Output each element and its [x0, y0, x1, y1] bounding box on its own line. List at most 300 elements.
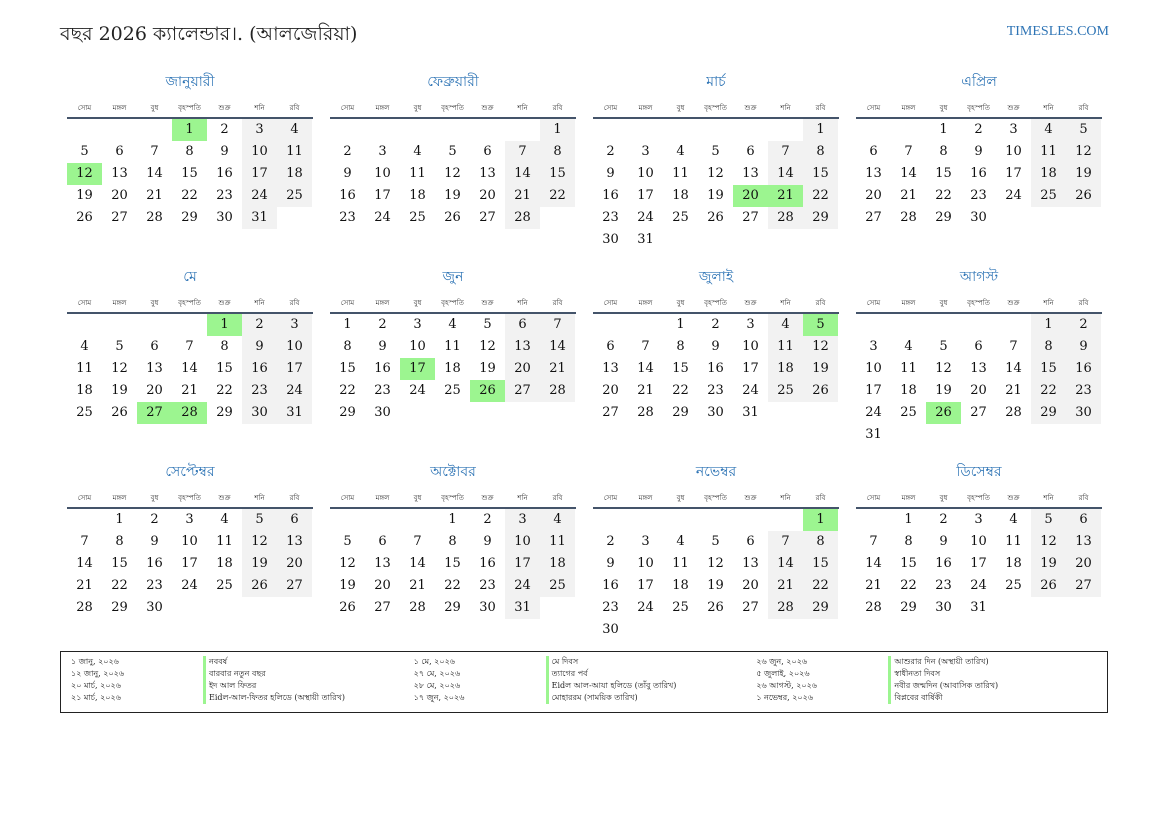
day-cell: 28 — [768, 597, 803, 619]
day-cell: 6 — [869, 144, 878, 159]
weekday-label: শনি — [1043, 104, 1054, 112]
day-cell: 7 — [768, 531, 803, 553]
day-cell: 19 — [935, 383, 952, 398]
day-cell: 6 — [974, 339, 983, 354]
weekday-label: বুধ — [676, 104, 685, 112]
day-cell: 6 — [746, 144, 755, 159]
month-block — [67, 72, 313, 255]
weekday-label: রবি — [815, 494, 826, 502]
day-cell: 7 — [869, 534, 878, 549]
day-cell: 1 — [115, 512, 124, 527]
holiday-name: ইদ আল ফিতর — [203, 680, 256, 692]
day-cell: 7 — [150, 144, 159, 159]
day-cell: 29 — [803, 207, 838, 229]
weekday-label: শুক্র — [744, 494, 757, 502]
weekday-label: মঙ্গল — [638, 104, 653, 112]
day-cell: 6 — [1066, 509, 1101, 531]
day-cell: 5 — [483, 317, 492, 332]
day-cell: 22 — [444, 578, 461, 593]
day-cell: 29 — [803, 597, 838, 619]
day-cell: 7 — [641, 339, 650, 354]
day-cell: 17 — [181, 556, 198, 571]
day-cell: 12 — [111, 361, 128, 376]
day-cell: 12 — [67, 163, 102, 185]
weekday-label: শনি — [254, 494, 265, 502]
day-cell: 9 — [1066, 336, 1101, 358]
day-cell: 28 — [505, 207, 540, 229]
day-cell: 26 — [926, 402, 961, 424]
holiday-date: ৫ জুলাই, ২০২৬ — [756, 669, 810, 678]
day-cell: 13 — [505, 336, 540, 358]
day-cell: 1 — [939, 122, 948, 137]
day-cell: 1 — [540, 119, 575, 141]
weekday-label: সোম — [866, 494, 881, 502]
weekday-label: বৃহস্পতি — [441, 104, 464, 112]
weekday-header — [330, 297, 576, 314]
holiday-name: বিপ্লবের বার্ষিকী — [888, 692, 942, 704]
day-cell: 9 — [483, 534, 492, 549]
day-cell: 23 — [374, 383, 391, 398]
day-cell: 22 — [935, 188, 952, 203]
day-cell: 24 — [277, 380, 312, 402]
day-cell: 26 — [1031, 575, 1066, 597]
day-cell: 7 — [185, 339, 194, 354]
month-title: জানুয়ারী — [165, 74, 215, 90]
day-cell: 22 — [900, 578, 917, 593]
day-cell: 23 — [479, 578, 496, 593]
day-cell: 3 — [641, 144, 650, 159]
day-cell: 15 — [181, 166, 198, 181]
holiday-date: ১ নভেম্বর, ২০২৬ — [756, 693, 814, 702]
day-cell: 27 — [742, 210, 759, 225]
month-title: মে — [183, 269, 197, 285]
holiday-date: ২৬ জুন, ২০২৬ — [756, 657, 808, 666]
weekday-label: রবি — [1078, 494, 1089, 502]
day-cell: 12 — [1031, 531, 1066, 553]
day-cell: 12 — [1066, 141, 1101, 163]
day-cell: 27 — [374, 600, 391, 615]
site-link[interactable]: TIMESLES.COM — [1006, 24, 1109, 39]
holiday-date: ১৭ জুন, ২০২৬ — [413, 693, 465, 702]
day-cell: 16 — [146, 556, 163, 571]
day-cell: 17 — [277, 358, 312, 380]
holiday-name: মে দিবস — [546, 656, 578, 668]
day-cell: 25 — [900, 405, 917, 420]
day-cell: 14 — [637, 361, 654, 376]
day-cell: 4 — [676, 534, 685, 549]
day-cell: 19 — [444, 188, 461, 203]
day-cell: 23 — [602, 600, 619, 615]
day-cell: 14 — [900, 166, 917, 181]
day-cell: 19 — [1066, 163, 1101, 185]
day-cell: 10 — [1005, 144, 1022, 159]
day-cell: 1 — [172, 119, 207, 141]
weekday-label: শুক্র — [744, 299, 757, 307]
weekday-label: শুক্র — [481, 104, 494, 112]
weekday-label: বৃহস্পতি — [178, 299, 201, 307]
weekday-label: সোম — [866, 104, 881, 112]
day-cell: 29 — [339, 405, 356, 420]
day-cell: 12 — [707, 556, 724, 571]
day-cell: 24 — [374, 210, 391, 225]
weekday-label: বুধ — [150, 104, 159, 112]
day-cell: 5 — [343, 534, 352, 549]
day-cell: 16 — [242, 358, 277, 380]
day-cell: 29 — [672, 405, 689, 420]
day-grid — [856, 314, 1102, 446]
day-grid — [330, 509, 576, 619]
day-cell: 21 — [768, 575, 803, 597]
day-cell: 10 — [242, 141, 277, 163]
day-cell: 16 — [479, 556, 496, 571]
day-cell: 15 — [444, 556, 461, 571]
day-cell: 5 — [1066, 119, 1101, 141]
holiday-row — [414, 680, 757, 692]
holiday-name: নবীর জন্মদিন (আবাসিক তারিখ) — [888, 680, 998, 692]
empty-cell — [996, 314, 1031, 336]
day-cell: 13 — [602, 361, 619, 376]
page-title: বছর 2026 ক্যালেন্ডার।. (আলজেরিয়া) — [60, 23, 358, 45]
day-cell: 26 — [803, 380, 838, 402]
day-cell: 20 — [146, 383, 163, 398]
day-cell: 28 — [409, 600, 426, 615]
day-cell: 6 — [277, 509, 312, 531]
day-cell: 8 — [115, 534, 124, 549]
day-cell: 22 — [216, 383, 233, 398]
day-cell: 19 — [76, 188, 93, 203]
weekday-header — [67, 297, 313, 314]
day-cell: 29 — [181, 210, 198, 225]
weekday-header — [856, 102, 1102, 119]
day-cell: 31 — [742, 405, 759, 420]
weekday-header — [67, 492, 313, 509]
day-cell: 5 — [115, 339, 124, 354]
day-cell: 20 — [505, 358, 540, 380]
empty-cell — [365, 509, 400, 531]
empty-cell — [67, 509, 102, 531]
holiday-name: মোহাররম (সাময়িক তারিখ) — [546, 692, 638, 704]
day-cell: 11 — [444, 339, 461, 354]
weekday-label: শুক্র — [1007, 494, 1020, 502]
day-cell: 17 — [742, 361, 759, 376]
weekday-label: রবি — [552, 494, 563, 502]
month-block — [330, 462, 576, 645]
day-cell: 15 — [339, 361, 356, 376]
months-grid — [67, 72, 1102, 645]
day-cell: 27 — [505, 380, 540, 402]
day-cell: 8 — [540, 141, 575, 163]
weekday-label: শনি — [1043, 299, 1054, 307]
weekday-header — [330, 102, 576, 119]
day-cell: 11 — [76, 361, 93, 376]
holiday-date: ১ মে, ২০২৬ — [413, 657, 455, 666]
day-cell: 31 — [637, 232, 654, 247]
weekday-label: সোম — [603, 494, 618, 502]
day-cell: 8 — [904, 534, 913, 549]
day-cell: 26 — [76, 210, 93, 225]
day-cell: 8 — [939, 144, 948, 159]
day-cell: 21 — [900, 188, 917, 203]
day-cell: 30 — [970, 210, 987, 225]
day-cell: 31 — [505, 597, 540, 619]
day-cell: 5 — [803, 314, 838, 336]
day-cell: 17 — [242, 163, 277, 185]
day-cell: 2 — [939, 512, 948, 527]
day-cell: 28 — [1005, 405, 1022, 420]
day-cell: 15 — [1031, 358, 1066, 380]
day-cell: 14 — [505, 163, 540, 185]
day-cell: 26 — [1066, 185, 1101, 207]
day-cell: 3 — [413, 317, 422, 332]
month-block — [67, 267, 313, 450]
day-cell: 1 — [448, 512, 457, 527]
day-cell: 25 — [409, 210, 426, 225]
weekday-label: শুক্র — [744, 104, 757, 112]
day-cell: 29 — [444, 600, 461, 615]
day-cell: 20 — [1066, 553, 1101, 575]
day-cell: 2 — [606, 534, 615, 549]
day-cell: 2 — [220, 122, 229, 137]
weekday-label: বুধ — [939, 104, 948, 112]
empty-cell — [856, 119, 891, 141]
weekday-label: মঙ্গল — [375, 299, 390, 307]
day-cell: 24 — [742, 383, 759, 398]
month-title: ডিসেম্বর — [956, 464, 1002, 480]
day-cell: 14 — [409, 556, 426, 571]
day-cell: 25 — [1031, 185, 1066, 207]
day-cell: 9 — [606, 556, 615, 571]
empty-cell — [67, 314, 102, 336]
weekday-label: শনি — [254, 299, 265, 307]
day-cell: 30 — [479, 600, 496, 615]
empty-cell — [628, 119, 663, 141]
empty-cell — [698, 119, 733, 141]
holiday-name: Eidল-আল-ফিতর হলিডে (অস্থায়ী তারিখ) — [203, 692, 345, 704]
day-cell: 28 — [900, 210, 917, 225]
month-block — [67, 462, 313, 645]
weekday-label: রবি — [552, 104, 563, 112]
day-cell: 16 — [374, 361, 391, 376]
holiday-row — [71, 656, 414, 668]
holiday-column — [71, 656, 414, 712]
weekday-label: শনি — [517, 104, 528, 112]
weekday-header — [593, 102, 839, 119]
day-grid — [67, 119, 313, 229]
day-cell: 7 — [1009, 339, 1018, 354]
day-cell: 28 — [865, 600, 882, 615]
day-cell: 3 — [869, 339, 878, 354]
day-cell: 27 — [1066, 575, 1101, 597]
month-block — [330, 267, 576, 450]
day-cell: 18 — [540, 553, 575, 575]
day-cell: 26 — [242, 575, 277, 597]
day-cell: 2 — [483, 512, 492, 527]
day-cell: 27 — [111, 210, 128, 225]
holiday-date: ২৬ আগস্ট, ২০২৬ — [756, 681, 818, 690]
day-cell: 19 — [242, 553, 277, 575]
day-cell: 19 — [803, 358, 838, 380]
day-cell: 28 — [768, 207, 803, 229]
day-cell: 11 — [409, 166, 426, 181]
day-cell: 22 — [803, 185, 838, 207]
holiday-row — [756, 656, 1099, 668]
day-cell: 29 — [900, 600, 917, 615]
weekday-label: বুধ — [150, 494, 159, 502]
weekday-label: মঙ্গল — [638, 494, 653, 502]
day-cell: 18 — [216, 556, 233, 571]
day-cell: 23 — [935, 578, 952, 593]
day-cell: 23 — [970, 188, 987, 203]
weekday-header — [856, 492, 1102, 509]
holiday-row — [756, 680, 1099, 692]
day-cell: 15 — [803, 553, 838, 575]
month-title: নভেম্বর — [695, 464, 737, 480]
day-cell: 3 — [277, 314, 312, 336]
day-cell: 10 — [637, 166, 654, 181]
day-cell: 31 — [242, 207, 277, 229]
day-cell: 23 — [339, 210, 356, 225]
day-cell: 24 — [1005, 188, 1022, 203]
day-cell: 2 — [150, 512, 159, 527]
day-cell: 25 — [444, 383, 461, 398]
month-title: ফেব্রুয়ারী — [427, 74, 479, 90]
day-cell: 31 — [970, 600, 987, 615]
empty-cell — [593, 509, 628, 531]
day-cell: 13 — [277, 531, 312, 553]
day-cell: 27 — [479, 210, 496, 225]
day-grid — [593, 509, 839, 641]
day-cell: 27 — [137, 402, 172, 424]
day-cell: 11 — [672, 166, 689, 181]
weekday-label: রবি — [815, 104, 826, 112]
day-cell: 28 — [637, 405, 654, 420]
month-block — [856, 462, 1102, 645]
day-cell: 4 — [220, 512, 229, 527]
day-cell: 3 — [505, 509, 540, 531]
month-title: জুলাই — [698, 269, 734, 285]
day-cell: 24 — [637, 210, 654, 225]
weekday-label: মঙ্গল — [901, 494, 916, 502]
day-cell: 11 — [672, 556, 689, 571]
day-cell: 10 — [742, 339, 759, 354]
day-cell: 14 — [1005, 361, 1022, 376]
weekday-label: সোম — [340, 299, 355, 307]
day-cell: 25 — [1005, 578, 1022, 593]
month-block — [593, 72, 839, 255]
day-cell: 3 — [1009, 122, 1018, 137]
holiday-date: ২১ মার্চ, ২০২৬ — [71, 693, 121, 702]
day-cell: 8 — [185, 144, 194, 159]
day-cell: 8 — [803, 141, 838, 163]
day-cell: 11 — [277, 141, 312, 163]
day-cell: 9 — [378, 339, 387, 354]
weekday-header — [593, 492, 839, 509]
empty-cell — [365, 119, 400, 141]
empty-cell — [733, 509, 768, 531]
empty-cell — [768, 119, 803, 141]
weekday-header — [330, 492, 576, 509]
day-cell: 30 — [602, 232, 619, 247]
day-cell: 21 — [76, 578, 93, 593]
day-cell: 24 — [242, 185, 277, 207]
empty-cell — [435, 119, 470, 141]
day-cell: 10 — [181, 534, 198, 549]
day-cell: 14 — [768, 163, 803, 185]
day-cell: 25 — [672, 600, 689, 615]
day-cell: 18 — [76, 383, 93, 398]
weekday-label: বৃহস্পতি — [704, 299, 727, 307]
day-cell: 18 — [444, 361, 461, 376]
day-grid — [856, 119, 1102, 229]
empty-cell — [400, 119, 435, 141]
weekday-label: রবি — [289, 299, 300, 307]
day-cell: 12 — [707, 166, 724, 181]
day-cell: 17 — [374, 188, 391, 203]
weekday-header — [856, 297, 1102, 314]
day-cell: 14 — [768, 553, 803, 575]
empty-cell — [733, 119, 768, 141]
day-cell: 3 — [378, 144, 387, 159]
day-cell: 8 — [803, 531, 838, 553]
day-grid — [593, 314, 839, 424]
day-cell: 24 — [970, 578, 987, 593]
day-cell: 3 — [746, 317, 755, 332]
day-cell: 14 — [540, 336, 575, 358]
day-cell: 4 — [413, 144, 422, 159]
day-cell: 16 — [602, 578, 619, 593]
empty-cell — [470, 119, 505, 141]
weekday-label: বুধ — [676, 299, 685, 307]
holiday-row — [414, 656, 757, 668]
day-cell: 26 — [111, 405, 128, 420]
day-cell: 13 — [1066, 531, 1101, 553]
day-cell: 3 — [242, 119, 277, 141]
weekday-label: সোম — [603, 299, 618, 307]
day-cell: 13 — [374, 556, 391, 571]
day-cell: 30 — [935, 600, 952, 615]
day-cell: 10 — [409, 339, 426, 354]
day-cell: 30 — [374, 405, 391, 420]
holiday-column — [756, 656, 1099, 712]
day-cell: 10 — [374, 166, 391, 181]
day-cell: 18 — [672, 188, 689, 203]
day-grid — [67, 314, 313, 424]
day-cell: 2 — [974, 122, 983, 137]
day-cell: 15 — [672, 361, 689, 376]
day-cell: 22 — [803, 575, 838, 597]
weekday-label: বৃহস্পতি — [441, 299, 464, 307]
day-cell: 17 — [637, 188, 654, 203]
holiday-row — [71, 668, 414, 680]
day-cell: 14 — [181, 361, 198, 376]
day-cell: 15 — [935, 166, 952, 181]
empty-cell — [856, 314, 891, 336]
day-cell: 13 — [742, 166, 759, 181]
day-cell: 9 — [343, 166, 352, 181]
empty-cell — [891, 119, 926, 141]
month-block — [330, 72, 576, 255]
day-cell: 1 — [1031, 314, 1066, 336]
day-cell: 9 — [711, 339, 720, 354]
day-cell: 22 — [111, 578, 128, 593]
empty-cell — [102, 119, 137, 141]
day-cell: 7 — [904, 144, 913, 159]
day-cell: 24 — [637, 600, 654, 615]
day-cell: 2 — [378, 317, 387, 332]
month-title: মার্চ — [706, 74, 726, 90]
weekday-label: শুক্র — [481, 494, 494, 502]
day-cell: 1 — [803, 509, 838, 531]
